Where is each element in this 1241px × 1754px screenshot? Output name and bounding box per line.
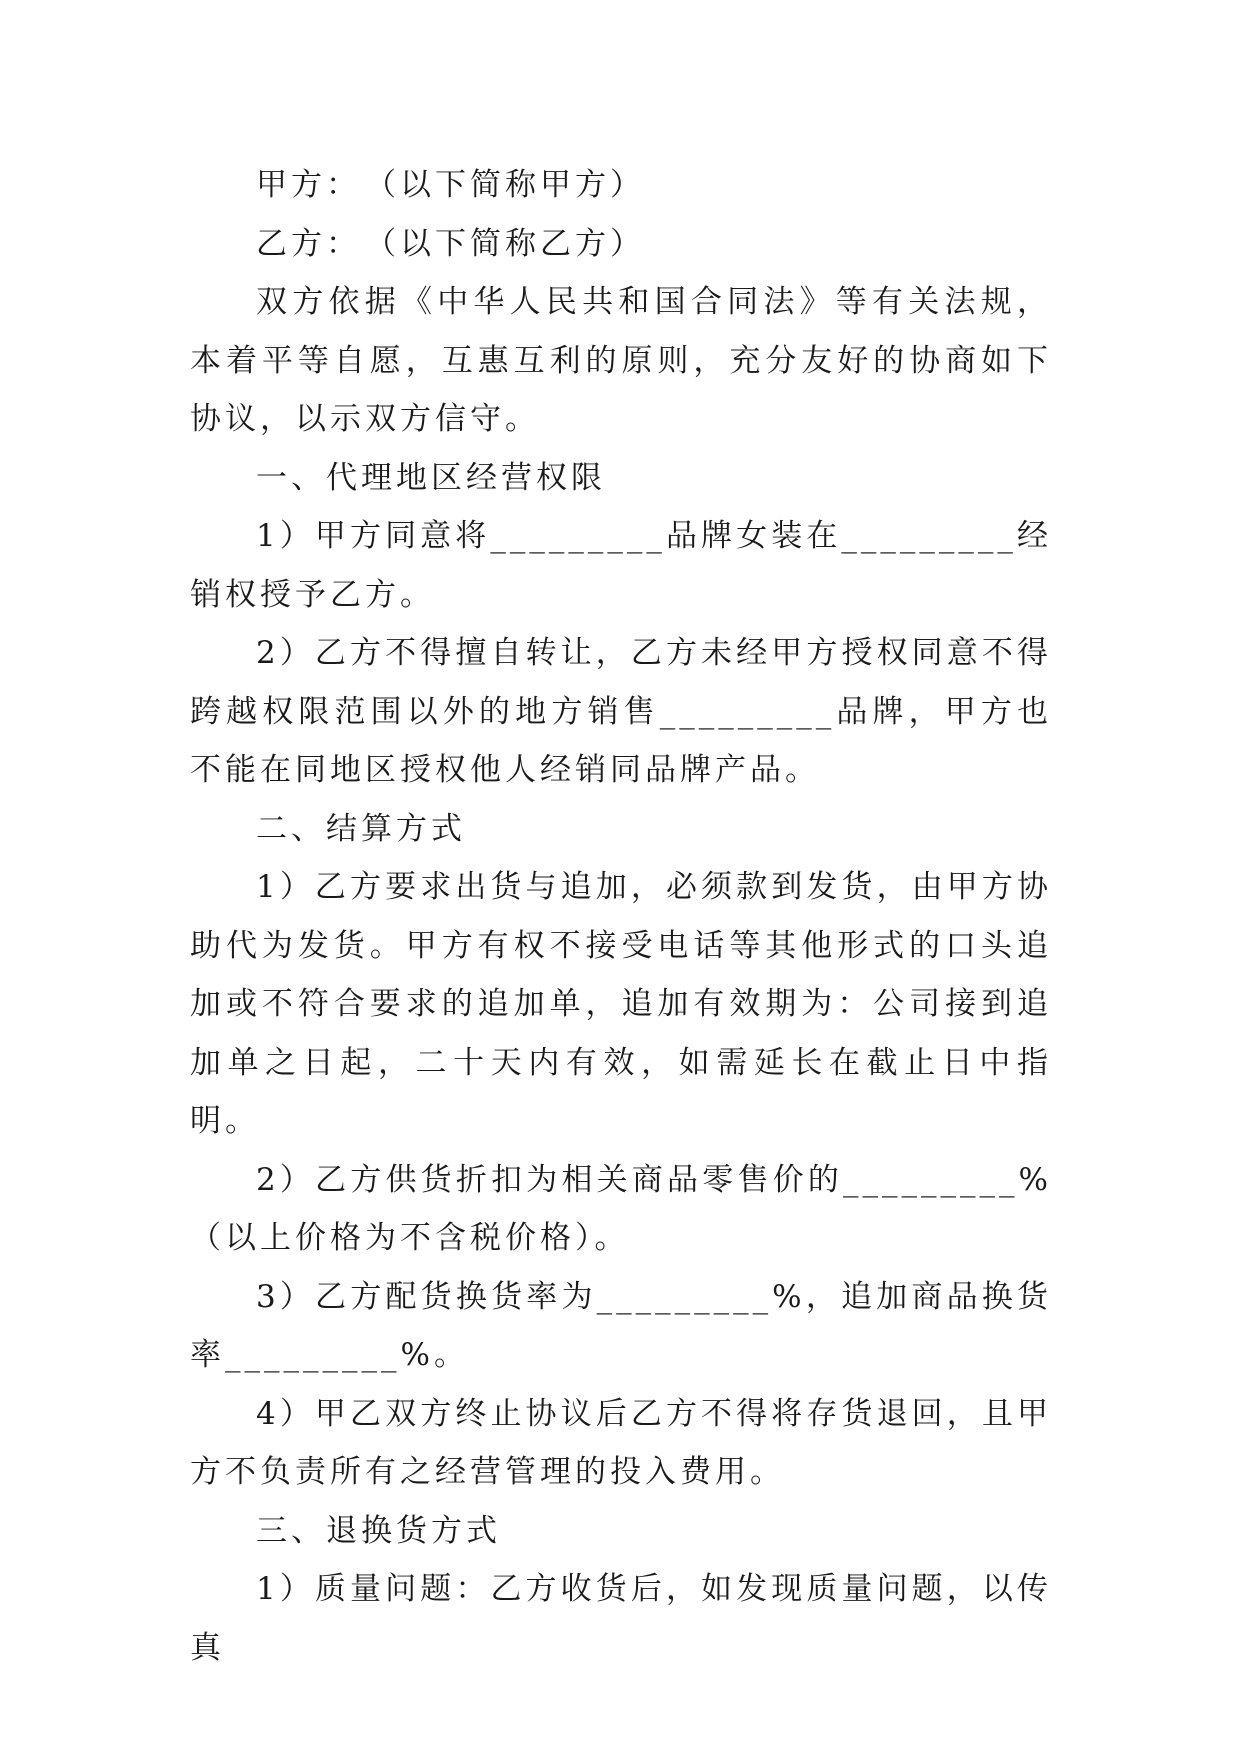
clause-2-2: 2）乙方供货折扣为相关商品零售价的_________%（以上价格为不含税价格）。 [190, 1161, 1052, 1256]
party-a-line: 甲方： （以下简称甲方） [256, 167, 645, 203]
section-heading-2: 二、结算方式 [256, 810, 466, 847]
party-b-line: 乙方： （以下简称乙方） [256, 225, 645, 262]
document-body [190, 156, 1052, 1677]
clause-2-1: 1）乙方要求出货与追加，必须款到发货，由甲方协助代为发货。甲方有权不接受电话等其他形式的口头追加或不符合要求的追加单，追加有效期为：公司接到追加单之日起，二十天内有效，如需延长在截止日中指明。 [190, 869, 1052, 1139]
clause-2-3: 3）乙方配货换货率为_________%，追加商品换货率_________%。 [190, 1278, 1052, 1373]
clause-1-2: 2）乙方不得擅自转让，乙方未经甲方授权同意不得跨越权限范围以外的地方销售_________品牌，甲方也不能在同地区授权他人经销同品牌产品。 [190, 635, 1052, 788]
section-heading-1: 一、代理地区经营权限 [256, 459, 606, 496]
preamble-paragraph: 双方依据《中华人民共和国合同法》等有关法规，本着平等自愿，互惠互利的原则，充分友好的协商如下协议，以示双方信守。 [190, 284, 1052, 437]
section-heading-3: 三、退换货方式 [256, 1512, 501, 1549]
clause-2-4: 4）甲乙双方终止协议后乙方不得将存货退回，且甲方不负责所有之经营管理的投入费用。 [190, 1395, 1052, 1490]
clause-1-1: 1）甲方同意将_________品牌女装在_________经销权授予乙方。 [190, 518, 1052, 613]
clause-3-1: 1）质量问题：乙方收货后，如发现质量问题，以传真 [190, 1571, 1052, 1666]
